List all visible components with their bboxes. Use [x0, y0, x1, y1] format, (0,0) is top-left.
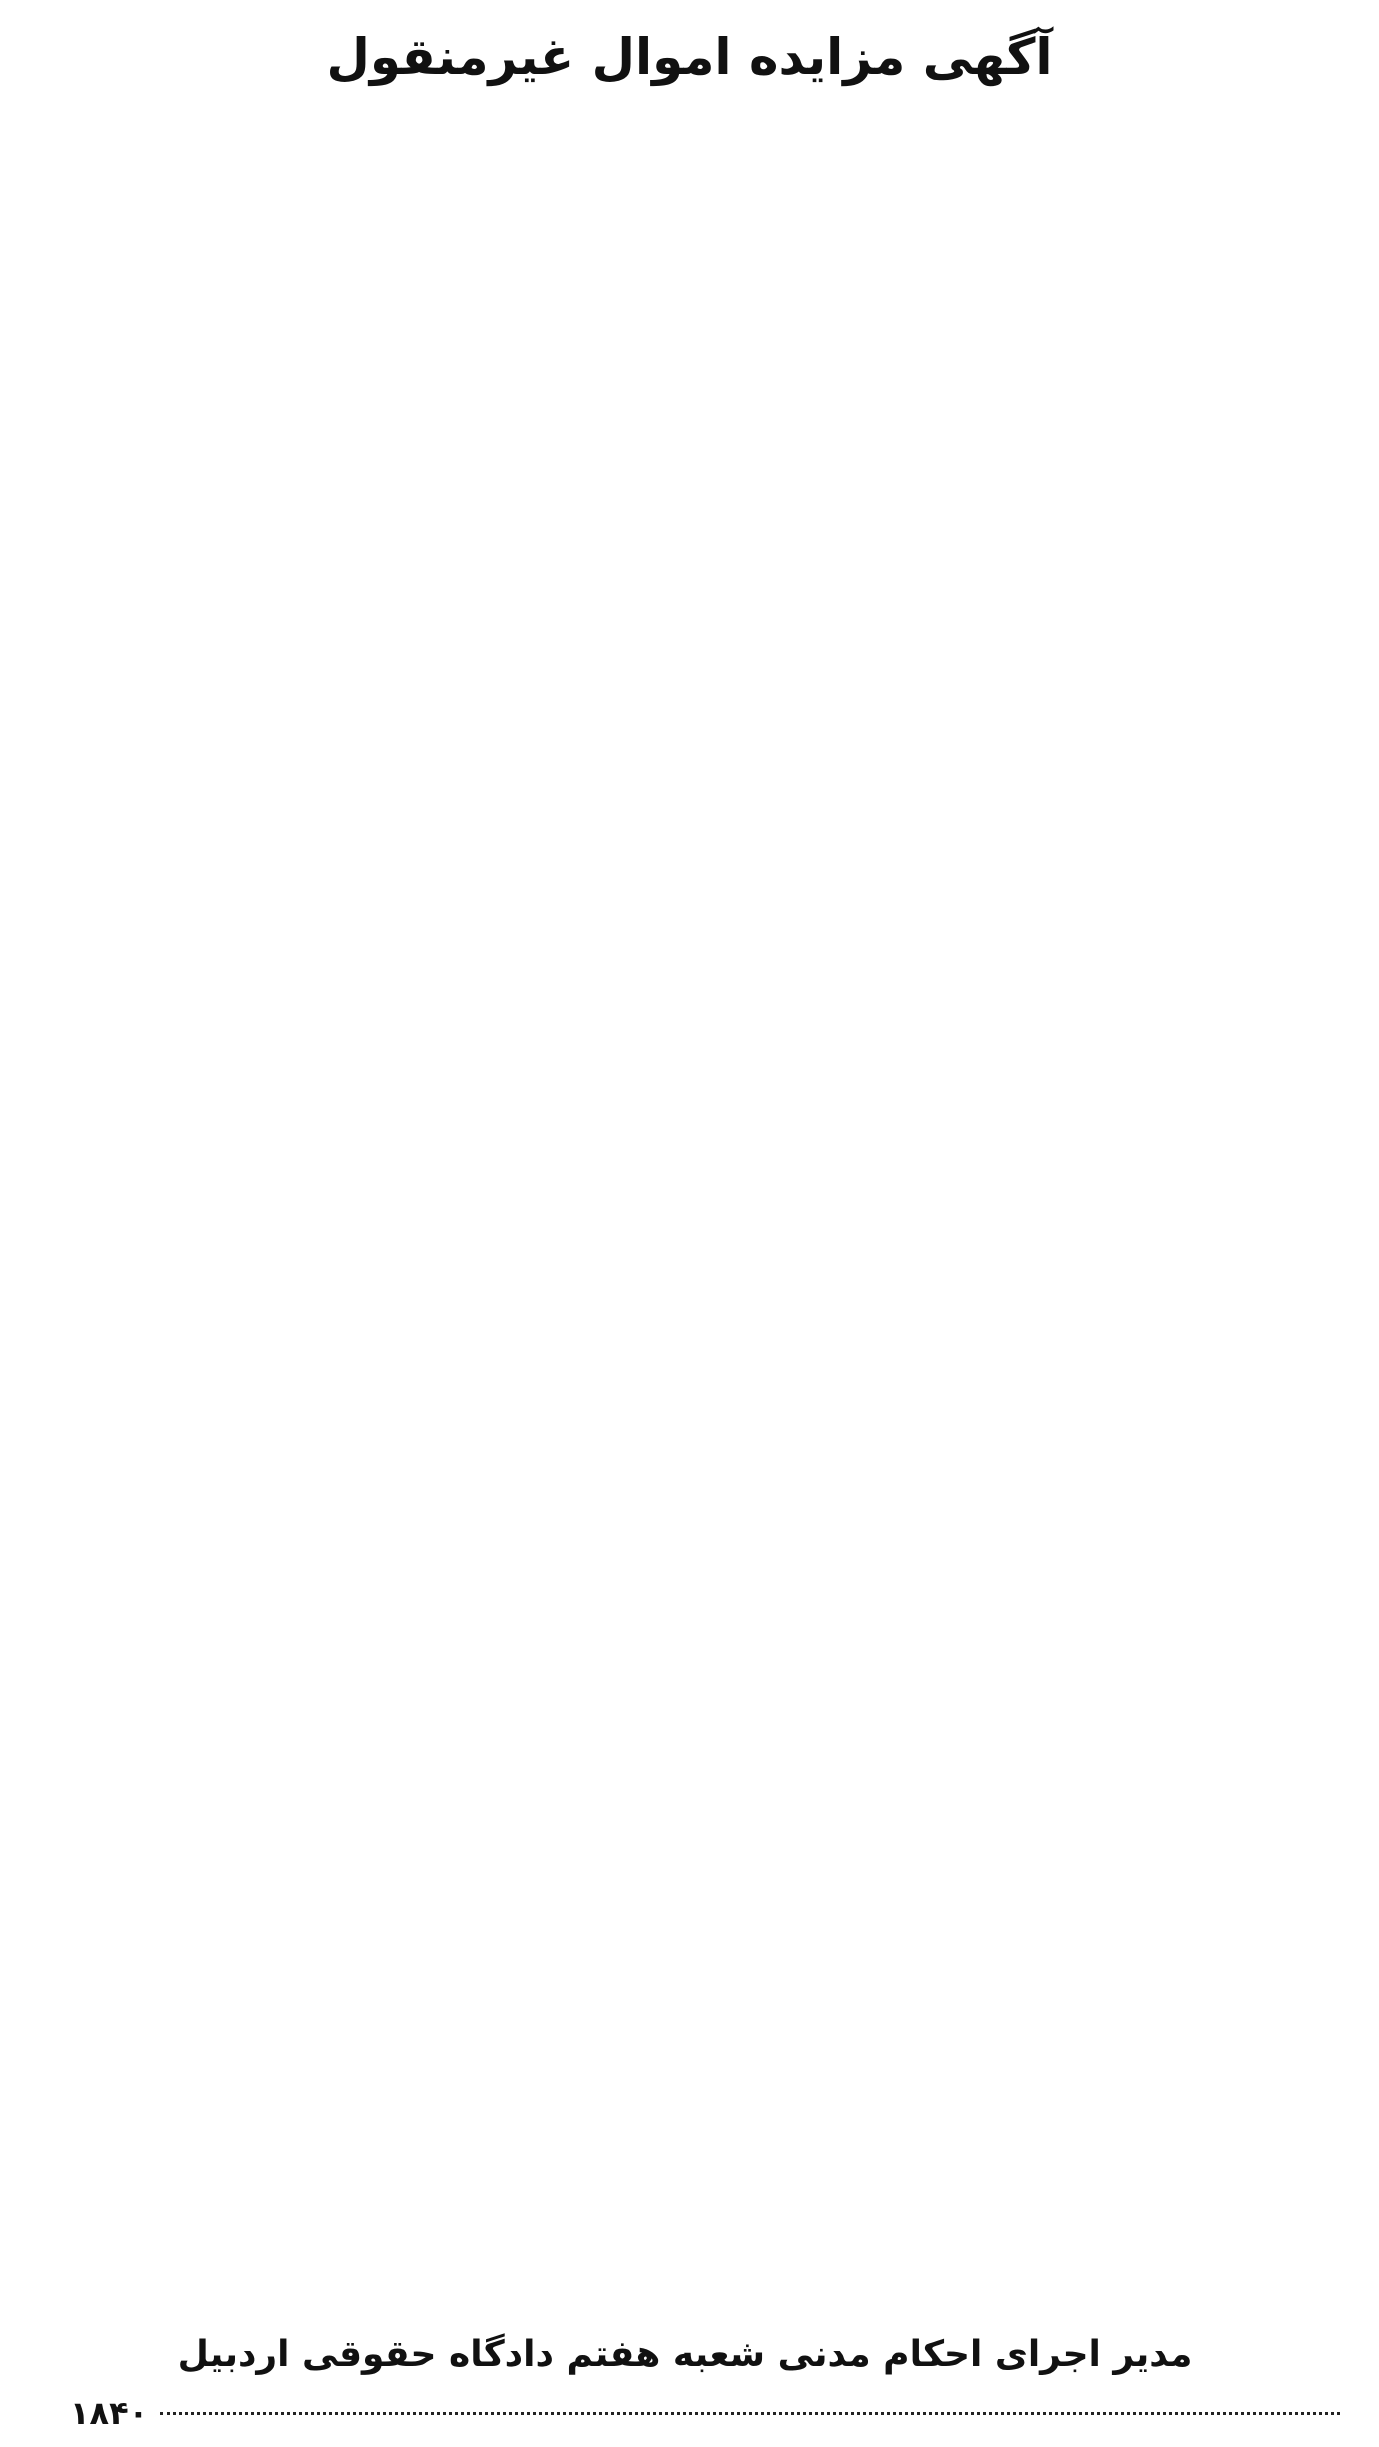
notice-title: آگهی مزایده اموال غیرمنقول [326, 28, 1053, 86]
notice-body [35, 110, 1345, 2260]
bottom-dotted-rule [160, 2412, 1340, 2415]
notice-code: ۱۸۴۰ [70, 2394, 149, 2432]
notice-signature: مدیر اجرای احکام مدنی شعبه هفتم دادگاه حقوقی اردبیل [177, 2334, 1193, 2375]
